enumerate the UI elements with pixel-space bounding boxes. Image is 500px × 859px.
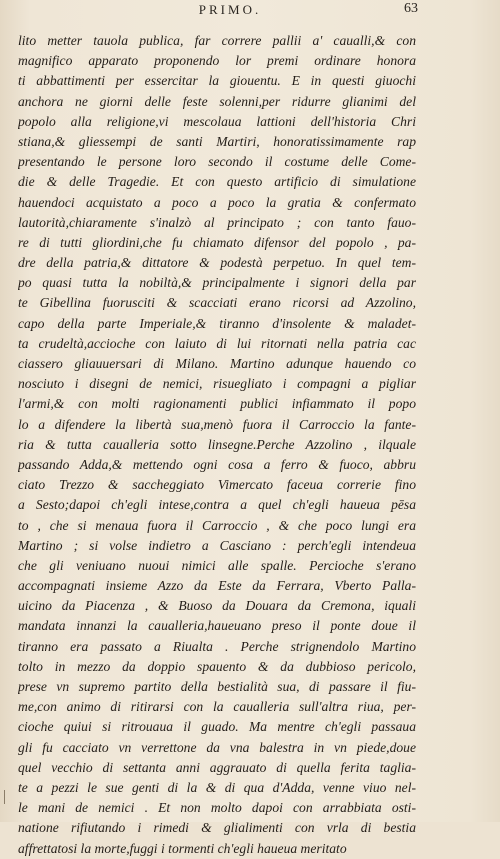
page-number: 63 (404, 1, 418, 16)
text-line: le mani de nemici . Et non molto dapoi con arrabbiata osti- (18, 800, 416, 816)
text-line: affrettatosi la morte,fuggi i tormenti ch'egli haueua meritato (18, 840, 347, 856)
text-line: dre della patria,& dittatore & podestà perpetuo. In quel tem- (18, 255, 416, 271)
text-line: ciato Trezzo & saccheggiato Vimercato faceua correrie fino (18, 477, 416, 493)
text-line: presentando le persone loro secondo il costume delle Come- (18, 154, 416, 170)
text-line: natione rifiutando i rimedi & glialimenti con vrla di bestia (18, 820, 416, 836)
text-line: po quasi tutta la nobiltà,& principalmente i signori della par (18, 275, 416, 291)
text-line: lo a difendere la libertà sua,menò fuora il Carroccio la fante- (18, 416, 416, 432)
text-line: hauendoci acquistato a poco a poco la gratia & confermato (18, 194, 416, 210)
text-line: stiana,& gliessempi de santi Martiri, honoratissimamente rap (18, 133, 416, 149)
text-line: capo della parte Imperiale,& tiranno d'insolente & maladet- (18, 315, 416, 331)
text-line: tolto in mezzo da doppio spauento & da dubbioso pericolo, (18, 658, 416, 674)
text-line: ti abbattimenti per essercitar la giouentu. E in questi giuochi (18, 73, 416, 89)
page-edge-mark (4, 790, 5, 804)
text-line: quel vecchio di settanta anni aggrauato di quella ferita taglia- (18, 759, 416, 775)
text-line: tiranno era passato a Riualta . Perche strignendolo Martino (18, 638, 416, 654)
text-line: Martino ; si volse indietro a Casciano : perch'egli intendeua (18, 537, 416, 553)
text-line: l'armi,& con molti ragionamenti publici infiammato il popo (18, 396, 416, 412)
text-line: accompagnati insieme Azzo da Este da Ferrara, Vberto Palla- (18, 578, 416, 594)
text-line: te a pezzi le sue genti di la & di qua d'Adda, venne viuo nel- (18, 779, 416, 795)
text-line: re di tutti gliordini,che fu chiamato difensor del popolo , pa- (18, 234, 416, 250)
text-line: to , che si menaua fuora il Carroccio , & che poco lungi era (18, 517, 416, 533)
text-line: te Gibellina fuorusciti & scacciati erano ricorsi ad Azzolino, (18, 295, 416, 311)
text-line: uicino da Piacenza , & Buoso da Douara da Cremona, iquali (18, 598, 416, 614)
text-line: a Sesto;dapoi ch'egli intese,contra a quel ch'egli haueua pēsa (18, 497, 416, 513)
text-line: magnifico apparato proponendo lor premi ordinare honora (18, 53, 416, 69)
text-line: gli fu cacciato vn verrettone da vna balestra in vn piede,doue (18, 739, 416, 755)
body-text (18, 31, 416, 859)
text-line: popolo alla religione,vi mescolaua lattioni dell'historia Chri (18, 113, 416, 129)
text-line: ciassero gliauuersari di Milano. Martino adunque hauendo co (18, 356, 416, 371)
text-line: ria & tutta caualleria sotto linsegne.Perche Azzolino , ilquale (18, 436, 416, 452)
text-line: mandata innanzi la caualleria,haueuano preso il ponte doue il (18, 618, 416, 634)
text-line: passando Adda,& mettendo ogni cosa a ferro & fuoco, abbru (18, 456, 416, 472)
text-line: ta crudeltà,accioche con laiuto di lui ritornati nella patria cac (18, 335, 416, 351)
text-line: anchora ne giorni delle feste solenni,per ridurre glianimi del (18, 93, 416, 109)
text-line: lito metter tauola publica, far correre pallii a' caualli,& con (18, 33, 416, 48)
text-line: me,con animo di ritirarsi con la caualleria sull'altra riua, per- (18, 699, 416, 715)
text-line: lautorità,chiaramente s'inalzò al principato ; con tanto fauo- (18, 214, 416, 230)
text-line: nosciuto i disegni de nemici, risuegliato i compagni a pigliar (18, 376, 416, 392)
text-line: che gli veniuano nuoui nimici alle spalle. Percioche s'erano (18, 557, 416, 573)
text-line: prese vn supremo partito della bestialità sua, di passare il fiu- (18, 679, 416, 694)
running-head: PRIMO. (198, 2, 262, 17)
text-line: die & delle Tragedie. Et con questo artificio di simulatione (18, 174, 416, 190)
text-line: cioche quiui si ritrouaua il guado. Ma mentre ch'egli passaua (18, 719, 416, 735)
